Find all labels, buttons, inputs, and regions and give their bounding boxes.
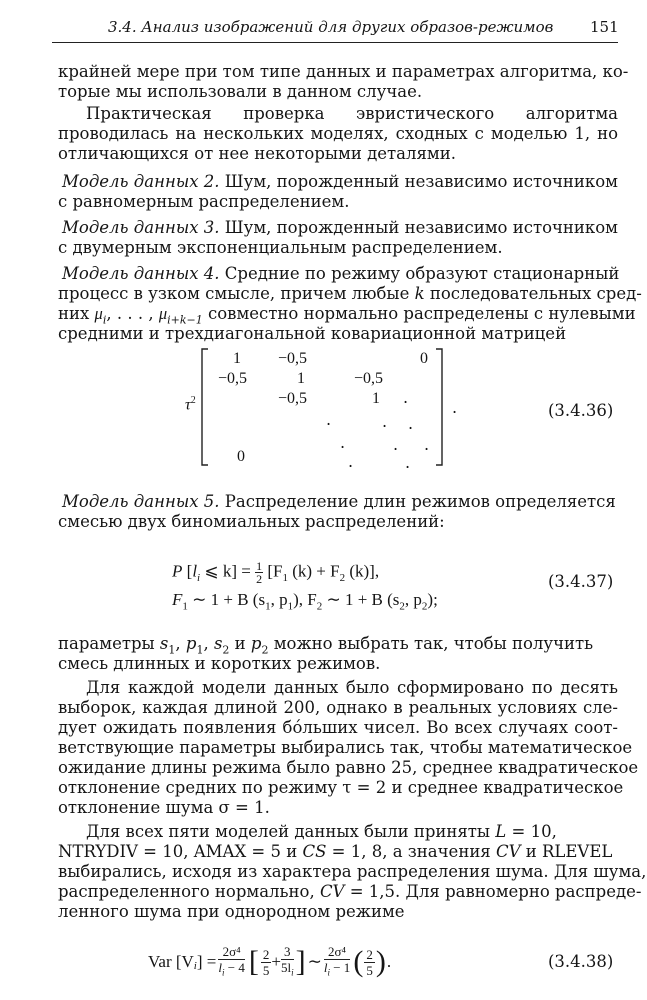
equation-3-4-37-line2: $F_1$ ∼ 1 + B ($s_1$, $p_1$), $F_2$ ∼ 1 + B ($s_2$, $p_2$); (172, 590, 438, 613)
matrix-dot: . (403, 388, 409, 407)
matrix-scalar: $\tau^2$ (185, 395, 196, 414)
text-line: отклонение средних по режиму τ = 2 и среднее квадратическое (58, 778, 624, 797)
text-line: с двумерным экспоненциальным распределением. (58, 238, 503, 257)
text-line: дует ожидать появления бóльших чисел. Во всех случаях соот- (58, 718, 618, 737)
matrix-dot: . (340, 433, 346, 452)
matrix-cell: 1 (233, 350, 241, 367)
matrix-dot: . (405, 453, 411, 472)
matrix-cell: 0 (237, 448, 245, 465)
text-line: Для каждой модели данных было сформировано по десять (86, 678, 618, 697)
equation-3-4-38: Var [V $_i$ ] = $\frac{\text{2σ⁴}}{l_i - 4}$ [ 2 5 + $\frac{3}{5l_i}$ ] ∼ 2σ⁴ $l_i - 1$ ( 2 5 ) . (148, 943, 392, 978)
text-line: параметры $s_1$, $p_1$, $s_2$ и $p_2$ можно выбрать так, чтобы получить (58, 634, 594, 657)
matrix-dot: . (424, 435, 430, 454)
text-line: крайней мере при том типе данных и параметрах алгоритма, ко- (58, 62, 629, 81)
matrix-cell: 1 (297, 370, 305, 387)
matrix-cell: −0,5 (278, 350, 308, 367)
model-3-title: Модель данных 3. (62, 218, 220, 237)
matrix-cell: −0,5 (218, 370, 248, 387)
text-line: смесью двух биномиальных распределений: (58, 512, 445, 531)
model-4-text: Средние по режиму образуют стационарный (219, 264, 620, 283)
text-line: ветствующие параметры выбирались так, чтобы математическое (58, 738, 633, 757)
text-line: отклонение шума σ = 1. (58, 798, 270, 817)
model-3-line (62, 218, 622, 238)
model-2-line (62, 172, 622, 192)
page-number: 151 (590, 18, 619, 36)
text-line: Практическая проверка эвристического алгоритма (86, 104, 618, 123)
text-line: отличающихся от нее некоторыми деталями. (58, 144, 456, 163)
model-2-text: Шум, порожденный независимо источником (219, 172, 618, 191)
equation-number: (3.4.38) (548, 952, 614, 971)
equation-3-4-37-line1: P [$l_i$ ⩽ k] = $\frac{1}{2}$ [$F_1$ $(k) + F_2$ (k)], (172, 559, 380, 586)
text-line: средними и трехдиагональной ковариационной матрицей (58, 324, 567, 343)
text-line: Для всех пяти моделей данных были приняты L = 10, (86, 822, 557, 841)
text-line: ожидание длины режима было равно 25, среднее квадратическое (58, 758, 639, 777)
matrix-cell: −0,5 (278, 390, 308, 407)
equation-number: (3.4.37) (548, 572, 614, 591)
matrix-cell: 0 (420, 350, 428, 367)
running-header: 3.4. Анализ изображений для других образов-режимов (108, 18, 554, 36)
text-line: торые мы использовали в данном случае. (58, 82, 423, 101)
model-2-title: Модель данных 2. (62, 172, 220, 191)
matrix-dot: . (408, 414, 414, 433)
text-line: проводилась на нескольких моделях, сходных с моделью 1, но (58, 124, 618, 143)
model-5-line (62, 492, 622, 512)
model-4-title: Модель данных 4. (62, 264, 220, 283)
equation-number: (3.4.36) (548, 401, 614, 420)
text-line: распределенного нормально, CV = 1,5. Для равномерно распреде- (58, 882, 642, 901)
text-line: смесь длинных и коротких режимов. (58, 654, 381, 673)
matrix-period: . (452, 398, 458, 417)
matrix-dot: . (393, 435, 399, 454)
model-5-title: Модель данных 5. (62, 492, 220, 511)
matrix-cell: 1 (372, 390, 380, 407)
model-4-line (62, 264, 622, 284)
matrix-dot: . (348, 452, 354, 471)
text-line: NTRYDIV = 10, AMAX = 5 и CS = 1, 8, а значения CV и RLEVEL (58, 842, 613, 861)
header-rule (52, 42, 618, 43)
text-line: ленного шума при однородном режиме (58, 902, 405, 921)
model-5-text: Распределение длин режимов определяется (219, 492, 616, 511)
text-line: выбирались, исходя из характера распределения шума. Для шума, (58, 862, 647, 881)
text-line: с равномерным распределением. (58, 192, 350, 211)
text-line: них $\mu_i$, . . . , $\mu_{i+k-1}$ совместно нормально распределены с нулевыми (58, 304, 636, 327)
matrix-dot: . (326, 410, 332, 429)
model-3-text: Шум, порожденный независимо источником (219, 218, 618, 237)
matrix-cell: −0,5 (354, 370, 384, 387)
text-line: выборок, каждая длиной 200, однако в реальных условиях сле- (58, 698, 618, 717)
matrix-dot: . (382, 412, 388, 431)
text-line: процесс в узком смысле, причем любые k последовательных сред- (58, 284, 642, 303)
